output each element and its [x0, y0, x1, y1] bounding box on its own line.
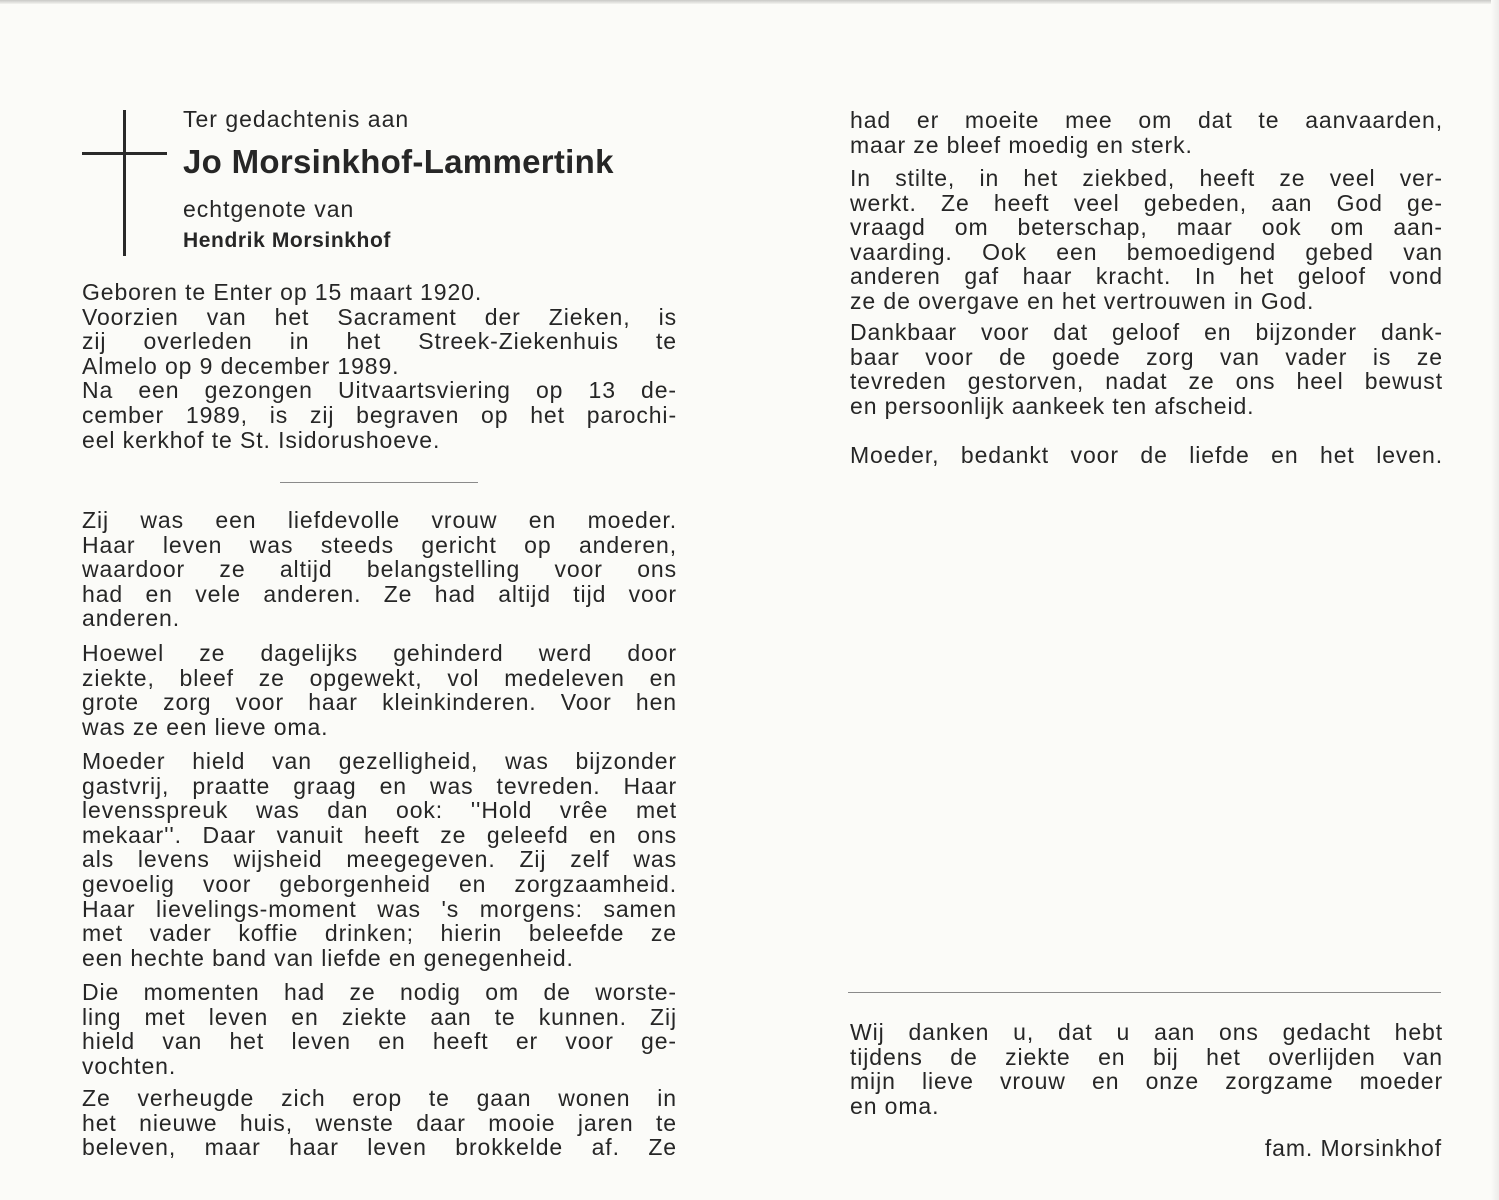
text-line: anderen. [82, 605, 180, 632]
text-line: cember 1989, is zij begraven op het parochi- [82, 401, 677, 428]
left-paragraph [82, 641, 677, 739]
text-line: Moeder hield van gezelligheid, was bijzonder [82, 748, 677, 774]
signature: fam. Morsinkhof [1264, 1135, 1442, 1161]
text-line: waardoor ze altijd belangstelling voor ons [82, 556, 677, 583]
text-line: anderen gaf haar kracht. In het geloof vond [850, 263, 1443, 290]
left-paragraph [82, 980, 677, 1078]
text-line: eel kerkhof te St. Isidorushoeve. [82, 426, 441, 453]
text-line: ze de overgave en het vertrouwen in God. [850, 287, 1315, 314]
text-line: vraagd om beterschap, maar ook om aan- [850, 214, 1443, 241]
text-line: Na een gezongen Uitvaartsviering op 13 de- [82, 377, 677, 404]
right-paragraph [850, 1020, 1443, 1118]
text-line: vochten. [82, 1052, 177, 1079]
deceased-name: Jo Morsinkhof-Lammertink [183, 143, 614, 180]
text-line: Dankbaar voor dat geloof en bijzonder dank- [850, 319, 1443, 345]
text-line: met vader koffie drinken; hierin beleefde ze [82, 920, 677, 947]
text-line: gevoelig voor geborgenheid en zorgzaamheid. [82, 870, 677, 897]
text-line: vaarding. Ook een bemoedigend gebed van [850, 238, 1443, 265]
text-line: Haar lievelings-moment was 's morgens: samen [82, 895, 677, 922]
card-right-edge [1491, 0, 1499, 1200]
text-line: had en vele anderen. Ze had altijd tijd voor [82, 580, 677, 607]
text-line: was ze een lieve oma. [82, 713, 329, 740]
text-line: mijn lieve vrouw en onze zorgzame moeder [850, 1068, 1443, 1095]
text-line: In stilte, in het ziekbed, heeft ze veel ver- [850, 165, 1443, 191]
text-line: Moeder, bedankt voor de liefde en het leven. [850, 442, 1443, 468]
text-line: werkt. Ze heeft veel gebeden, aan God ge- [850, 189, 1443, 216]
right-paragraph [850, 108, 1443, 157]
text-line: tevreden gestorven, nadat ze ons heel bewust [850, 368, 1443, 395]
text-line: grote zorg voor haar kleinkinderen. Voor hen [82, 689, 677, 716]
text-line: ling met leven en ziekte aan te kunnen. Zij [82, 1003, 677, 1030]
text-line: levensspreuk was dan ook: ''Hold vrêe met [82, 797, 677, 824]
text-line: mekaar''. Daar vanuit heeft ze geleefd en ons [82, 821, 677, 848]
left-paragraph [82, 378, 677, 452]
text-line: maar ze bleef moedig en sterk. [850, 131, 1193, 158]
text-line: baar voor de goede zorg van vader is ze [850, 343, 1443, 370]
right-divider [848, 992, 1441, 993]
cross-icon [123, 110, 126, 256]
left-paragraph [82, 280, 677, 305]
text-line: Die momenten had ze nodig om de worste- [82, 979, 677, 1005]
text-line: als levens wijsheid meegegeven. Zij zelf was [82, 846, 677, 873]
text-line: Haar leven was steeds gericht op anderen, [82, 531, 677, 558]
left-paragraph [82, 508, 677, 631]
text-line: zij overleden in het Streek-Ziekenhuis te [82, 328, 677, 355]
text-line: had er moeite mee om dat te aanvaarden, [850, 107, 1443, 133]
left-paragraph [82, 1086, 677, 1160]
text-line: Almelo op 9 december 1989. [82, 352, 400, 379]
right-paragraph [850, 320, 1443, 418]
text-line: een hechte band van liefde en genegenheid. [82, 944, 574, 971]
right-paragraph [850, 166, 1443, 314]
text-line: het nieuwe huis, wenste daar mooie jaren te [82, 1109, 677, 1136]
relation-text: echtgenote van [183, 196, 355, 222]
text-line: Zij was een liefdevolle vrouw en moeder. [82, 507, 677, 533]
left-divider [280, 482, 478, 483]
husband-name: Hendrik Morsinkhof [183, 229, 391, 252]
text-line: en persoonlijk aankeek ten afscheid. [850, 392, 1255, 419]
text-line: hield van het leven en heeft er voor ge- [82, 1028, 677, 1055]
text-line: gastvrij, praatte graag en was tevreden. Haar [82, 772, 677, 799]
text-line: Voorzien van het Sacrament der Zieken, is [82, 303, 677, 330]
text-line: tijdens de ziekte en bij het overlijden van [850, 1043, 1443, 1070]
text-line: ziekte, bleef ze opgewekt, vol medeleven en [82, 664, 677, 691]
text-line: Ze verheugde zich erop te gaan wonen in [82, 1085, 677, 1111]
left-paragraph [82, 749, 677, 970]
text-line: beleven, maar haar leven brokkelde af. Ze [82, 1134, 677, 1161]
text-line: Hoewel ze dagelijks gehinderd werd door [82, 640, 677, 666]
intro-text: Ter gedachtenis aan [183, 106, 410, 132]
left-paragraph [82, 305, 677, 379]
card-top-edge [0, 0, 1499, 4]
cross-icon-bar [82, 152, 167, 155]
text-line: Wij danken u, dat u aan ons gedacht hebt [850, 1019, 1443, 1045]
text-line: Geboren te Enter op 15 maart 1920. [82, 279, 483, 305]
text-line: en oma. [850, 1092, 940, 1119]
right-paragraph [850, 443, 1443, 468]
